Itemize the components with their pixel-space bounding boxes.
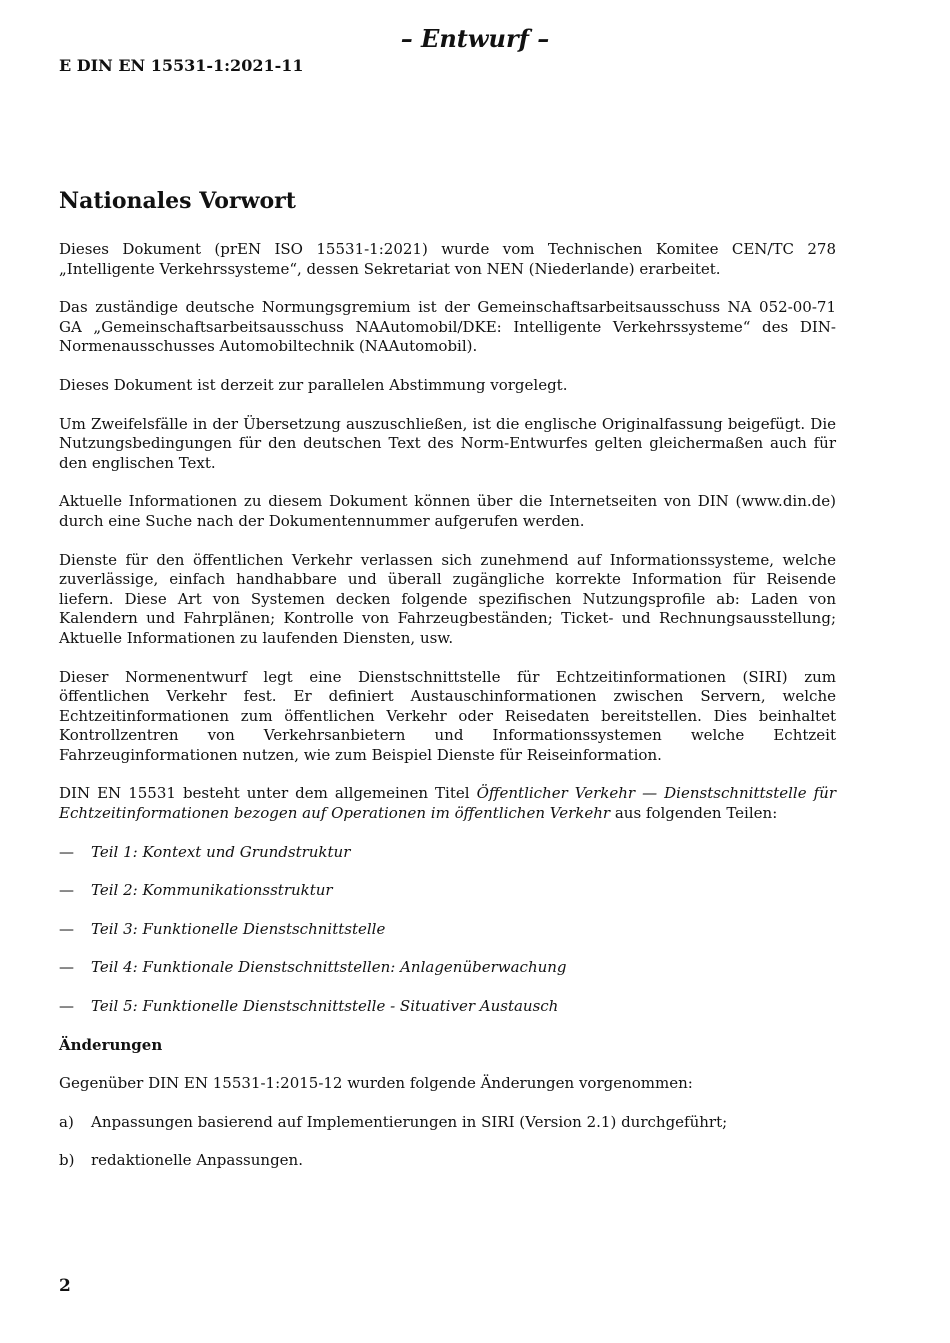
- section-title: Nationales Vorwort: [59, 188, 296, 214]
- change-text: Anpassungen basierend auf Implementierungen in SIRI (Version 2.1) durchgeführt;: [91, 1112, 728, 1131]
- dash-marker: —: [59, 919, 74, 938]
- paragraph: Dieses Dokument ist derzeit zur parallelen Abstimmung vorgelegt.: [59, 375, 568, 394]
- paragraph: Dieser Normenentwurf legt eine Dienstschnittstelle für Echtzeitinformationen (SIRI) zum öffentlichen Verkehr fest. Er definiert Austauschinformationen zwischen Servern, welche Echtzeitinformationen zum öffentlichen Verkehr oder Reisedaten bereitstellen. Dies beinhaltet Kontrollzentren von Verkehrsanbietern und Informationssystemen welche Echtzeit Fahrzeuginformationen nutzen, wie zum Beispiel Dienste für Reiseinformation.: [59, 667, 836, 764]
- list-item: [59, 997, 836, 1017]
- list-item: [59, 881, 836, 901]
- dash-marker: —: [59, 842, 74, 861]
- paragraph: Um Zweifelsfälle in der Übersetzung auszuschließen, ist die englische Originalfassung beigefügt. Die Nutzungsbedingungen für den deutschen Text des Norm-Entwurfes gelten gleichermaßen auch für den englischen Text.: [59, 414, 836, 472]
- draft-label: – Entwurf –: [400, 24, 550, 53]
- document-id: E DIN EN 15531-1:2021-11: [59, 56, 304, 75]
- part-title: Teil 4: Funktionale Dienstschnittstellen: Anlagenüberwachung: [91, 958, 567, 977]
- changes-intro: Gegenüber DIN EN 15531-1:2015-12 wurden folgende Änderungen vorgenommen:: [59, 1074, 693, 1093]
- change-text: redaktionelle Anpassungen.: [91, 1151, 303, 1170]
- paragraph: Dieses Dokument (prEN ISO 15531-1:2021) wurde vom Technischen Komitee CEN/TC 278 „Intelligente Verkehrssysteme“, dessen Sekretariat von NEN (Niederlande) erarbeitet.: [59, 240, 836, 278]
- parts-intro-title: Öffentlicher Verkehr — Dienstschnittstelle für Echtzeitinformationen bezogen auf Operationen im öffentlichen Verkehr: [59, 784, 836, 823]
- dash-marker: —: [59, 997, 74, 1016]
- list-item: [59, 1113, 836, 1133]
- list-item: [59, 920, 836, 940]
- part-title: Teil 1: Kontext und Grundstruktur: [91, 842, 351, 861]
- changes-heading: Änderungen: [59, 1035, 163, 1054]
- dash-marker: —: [59, 881, 74, 900]
- part-title: Teil 2: Kommunikationsstruktur: [91, 881, 333, 900]
- list-item: [59, 843, 836, 863]
- parts-intro-suffix: aus folgenden Teilen:: [610, 804, 778, 823]
- list-marker: b): [59, 1151, 75, 1170]
- dash-marker: —: [59, 958, 74, 977]
- paragraph: Aktuelle Informationen zu diesem Dokument können über die Internetseiten von DIN (www.din.de) durch eine Suche nach der Dokumentennummer aufgerufen werden.: [59, 492, 836, 530]
- list-item: [59, 958, 836, 978]
- body-content: [59, 240, 836, 1190]
- paragraph: Das zuständige deutsche Normungsgremium ist der Gemeinschaftsarbeitsausschuss NA 052-00-71 GA „Gemeinschaftsarbeitsausschuss NAAutomobil/DKE: Intelligente Verkehrssysteme“ des DIN-Normenausschusses Automobiltechnik (NAAutomobil).: [59, 298, 836, 356]
- paragraph: Dienste für den öffentlichen Verkehr verlassen sich zunehmend auf Informationssysteme, welche zuverlässige, einfach handhabbare und überall zugängliche korrekte Information für Reisende liefern. Diese Art von Systemen decken folgende spezifischen Nutzungsprofile ab: Laden von Kalendern und Fahrplänen; Kontrolle von Fahrzeugbeständen; Ticket- und Rechnungsausstellung; Aktuelle Informationen zu laufenden Diensten, usw.: [59, 550, 836, 647]
- list-item: [59, 1151, 836, 1171]
- part-title: Teil 3: Funktionelle Dienstschnittstelle: [91, 919, 386, 938]
- list-marker: a): [59, 1112, 74, 1131]
- parts-intro-prefix: DIN EN 15531 besteht unter dem allgemeinen Titel: [59, 784, 477, 803]
- page-number: 2: [59, 1276, 71, 1296]
- part-title: Teil 5: Funktionelle Dienstschnittstelle - Situativer Austausch: [91, 997, 559, 1016]
- parts-intro: [59, 784, 836, 823]
